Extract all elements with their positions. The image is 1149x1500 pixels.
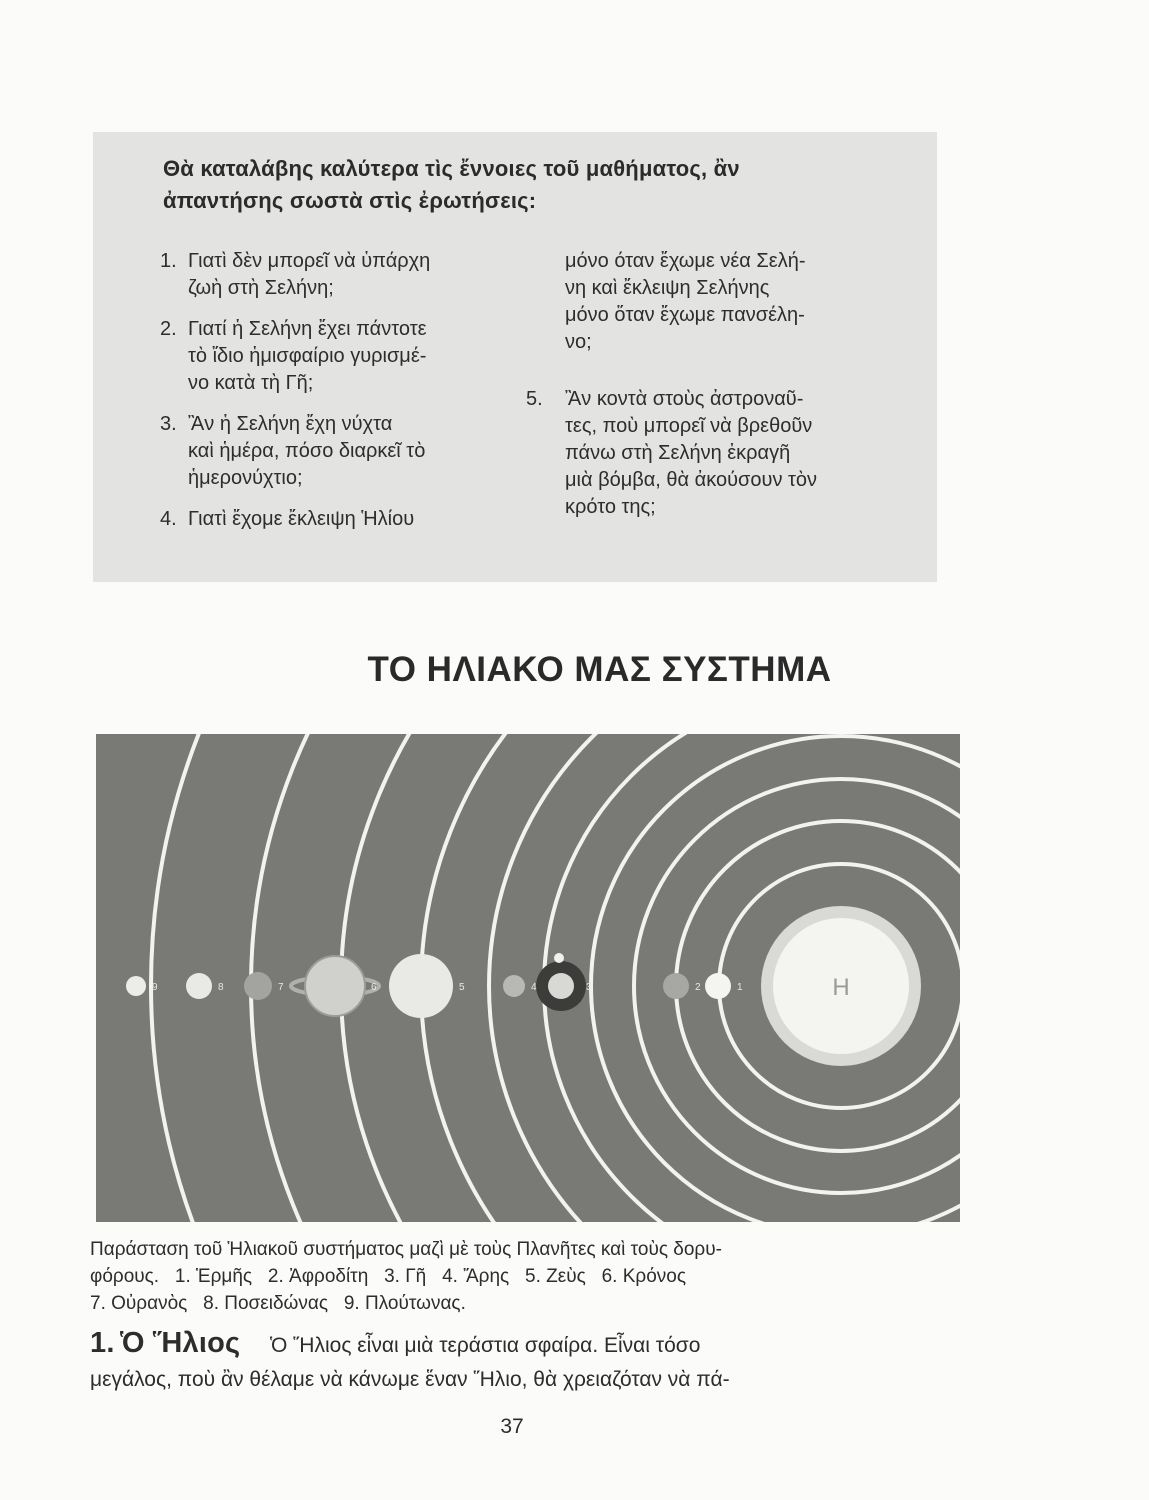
- question-4-continuation: [526, 248, 866, 356]
- questions-heading: [163, 153, 903, 217]
- planet: [126, 976, 146, 996]
- question-4: [160, 506, 500, 533]
- question-line: ἡμερονύχτιο;: [188, 467, 303, 489]
- body-text-line2: μεγάλος, ποὺ ἂν θέλαμε νὰ κάνωμε ἕναν Ἥλιο, θὰ χρειαζόταν νὰ πά-: [90, 1368, 730, 1391]
- planet: [503, 975, 525, 997]
- planet: [705, 973, 731, 999]
- planet-number-label: 2: [695, 982, 701, 993]
- planet-number-label: 5: [459, 982, 465, 993]
- question-line: τὸ ἴδιο ἡμισφαίριο γυρισμέ-: [188, 345, 427, 367]
- question-line: νο;: [565, 331, 592, 353]
- body-text-line1: Ὁ Ἥλιος εἶναι μιὰ τεράστια σφαίρα. Εἶναι τόσο: [269, 1334, 701, 1357]
- question-2: [160, 316, 500, 397]
- questions-heading-line1: Θὰ καταλάβης καλύτερα τὶς ἔννοιες τοῦ μαθήματος, ἂν: [163, 156, 740, 181]
- planet-saturn: [305, 956, 365, 1016]
- planet-number-label: 6: [371, 982, 377, 993]
- question-number: 3.: [160, 413, 177, 435]
- questions-left-column: [160, 248, 500, 547]
- question-number: 4.: [160, 508, 177, 530]
- question-line: νο κατὰ τὴ Γῆ;: [188, 372, 314, 394]
- question-line: πάνω στὴ Σελήνη ἐκραγῆ: [565, 442, 791, 464]
- question-line: μιὰ βόμβα, θὰ ἀκούσουν τὸν: [565, 469, 818, 491]
- question-line: Γιατὶ ἔχομε ἔκλειψη Ἡλίου: [188, 508, 415, 530]
- question-line: Γιατὶ δὲν μπορεῖ νὰ ὑπάρχη: [188, 250, 431, 272]
- planet-number-label: 7: [278, 982, 284, 993]
- sun-label: Η: [832, 974, 850, 1001]
- planet: [186, 973, 212, 999]
- question-number: 2.: [160, 318, 177, 340]
- question-5: [526, 386, 866, 521]
- question-line: κρότο της;: [565, 496, 656, 518]
- section-heading: Ὁ Ἥλιος: [120, 1327, 241, 1359]
- questions-right-column: [526, 248, 866, 535]
- question-line: τες, ποὺ μπορεῖ νὰ βρεθοῦν: [565, 415, 813, 437]
- planet: [663, 973, 689, 999]
- question-line: καὶ ἡμέρα, πόσο διαρκεῖ τὸ: [188, 440, 426, 462]
- planet: [389, 954, 453, 1018]
- caption-line: φόρους. 1. Ἑρμῆς 2. Ἀφροδίτη 3. Γῆ 4. Ἄρης 5. Ζεὺς 6. Κρόνος: [90, 1266, 687, 1287]
- question-line: μόνο ὅταν ἔχωμε πανσέλη-: [565, 304, 805, 326]
- page-number: 37: [500, 1415, 524, 1438]
- question-line: μόνο όταν ἔχωμε νέα Σελή-: [565, 250, 806, 272]
- planet-number-label: 1: [737, 982, 743, 993]
- planet: [244, 972, 272, 1000]
- planet-number-label: 9: [152, 982, 158, 993]
- section-number: 1.: [90, 1327, 115, 1359]
- question-3: [160, 411, 500, 492]
- question-number: 1.: [160, 250, 177, 272]
- solar-system-diagram: [96, 734, 960, 1222]
- planet-number-label: 4: [531, 982, 537, 993]
- moon: [554, 953, 564, 963]
- caption-line: 7. Οὐρανὸς 8. Ποσειδώνας 9. Πλούτωνας.: [90, 1293, 466, 1314]
- figure-caption: [90, 1236, 960, 1317]
- question-line: Γιατί ἡ Σελήνη ἔχει πάντοτε: [188, 318, 427, 340]
- planet-earth: [548, 973, 574, 999]
- question-1: [160, 248, 500, 302]
- body-paragraph: [90, 1326, 970, 1397]
- planet-number-label: 3: [586, 982, 592, 993]
- caption-line: Παράσταση τοῦ Ἡλιακοῦ συστήματος μαζὶ μὲ τοὺς Πλανῆτες καὶ τοὺς δορυ-: [90, 1239, 722, 1260]
- question-number: 5.: [526, 388, 543, 410]
- question-line: νη καὶ ἔκλειψη Σελήνης: [565, 277, 770, 299]
- questions-heading-line2: ἀπαντήσης σωστὰ στὶς ἐρωτήσεις:: [163, 188, 537, 213]
- question-line: Ἂν κοντὰ στοὺς ἀστροναῦ-: [565, 388, 804, 410]
- planet-number-label: 8: [218, 982, 224, 993]
- solar-system-figure: [96, 734, 960, 1222]
- question-line: Ἂν ἡ Σελήνη ἔχη νύχτα: [188, 413, 393, 435]
- section-title: ΤΟ ΗΛΙΑΚΟ ΜΑΣ ΣΥΣΤΗΜΑ: [367, 650, 832, 689]
- question-line: ζωὴ στὴ Σελήνη;: [188, 277, 334, 299]
